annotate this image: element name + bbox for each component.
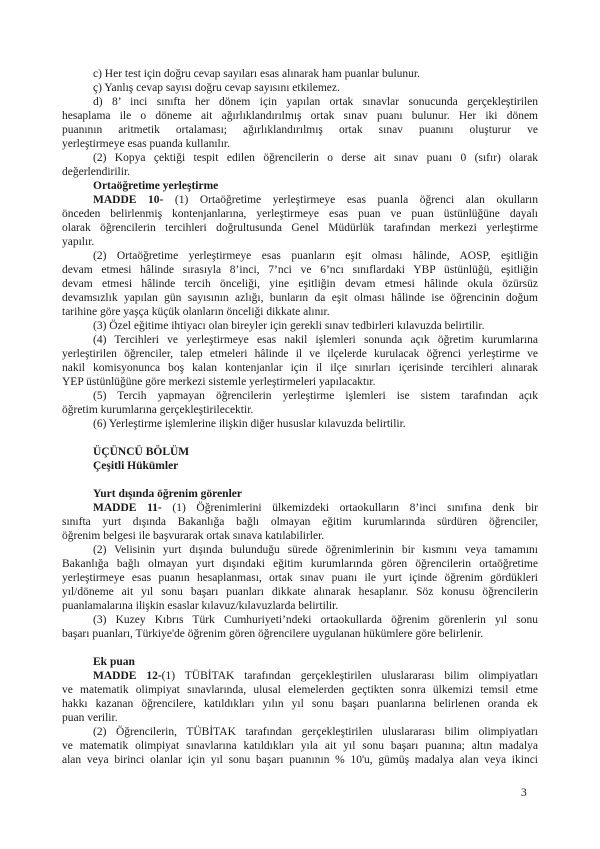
bold-text: Ek puan [93,656,135,668]
bold-text: Çeşitli Hükümler [93,460,179,472]
text-row: (6) Yerleştirme işlemlerine ilişkin diğer hususlar kılavuzda belirtilir. [93,418,406,430]
text-row: (2) Öğrencilerin, TÜBİTAK tarafından gerçekleştirilen uluslararası bilim olimpiyatları [93,726,538,738]
text-row: yapılır. [62,236,95,248]
text-row: (2) Ortaöğretime yerleştirmeye esas puanların eşit olması hâlinde, AOSP, eşitliğin [93,250,538,262]
text-row: yerleştirilen öğrenciler, talep etmeleri hâlinde il ve ilçelerde kurulacak öğrenci yerleştirme ve [62,348,538,360]
text-row: devam etmesi hâlinde sırasıyla 8’inci, 7’nci ve 6’ncı sınıflardaki YBP üstünlüğü, eşitliğin [62,264,538,276]
text-row: Bakanlığa bağlı olmayan yurt dışındaki eğitim kurumlarında gören öğrencilerin ortaöğretime [62,558,538,570]
text-row: tarihine göre yaşça küçük olanların önceliği dikkate alınır. [62,306,330,318]
text-row: (2) Kopya çektiği tespit edilen öğrencilerin o derse ait sınav puanı 0 (sıfır) olarak [93,152,538,164]
text-row: yerleştirmeye esas puanda kullanılır. [62,138,230,150]
text-row: olarak öğrencilerin tercihleri doğrultusunda Genel Müdürlük tarafından merkezi yerleştirme [62,222,538,234]
text-row: önceden belirlenmiş kontenjanlarına, yerleştirmeye esas puan ve puan üstünlüğüne dayalı [62,208,538,220]
text-row: öğrenim belgesi ile başvurarak ortak sınava katılabilirler. [62,530,325,542]
text-row: MADDE 11- (1) Öğrenimlerini ülkemizdeki ortaokulların 8’inci sınıfına denk bir [93,502,538,514]
text-row: puanının aritmetik ortalaması; ağırlıklandırılmış ortak sınav puanını oluşturur ve [62,124,538,136]
text-row: (2) Velisinin yurt dışında bulunduğu sürede öğrenimlerinin bir kısmını veya tamamını [93,544,538,556]
blank-row [62,641,538,655]
text-row: öğretim kurumlarına gerçekleştirilecektir. [62,404,254,416]
text-row: (3) Özel eğitime ihtiyacı olan bireyler için gerekli sınav tedbirleri kılavuzda belirtilir. [93,320,485,332]
blank-row [62,431,538,445]
document-body [62,67,538,767]
text-row: alan veya birinci olanlar için yıl sonu başarı puanının % 10'u, gümüş madalya alan veya ikinci [62,754,538,766]
text-row [62,655,538,669]
bold-text: MADDE 10- [93,194,175,206]
text-row: ve matematik olimpiyat sınavlarına katıldıkları yıla ait yıl sonu başarı puanına; altın madalya [62,740,538,752]
text-row: hesaplama ile o döneme ait ağırlıklandırılmış ortak sınav puanı bulunur. Her iki dönem [62,110,538,122]
text-row: d) 8’ inci sınıfta her dönem için yapılan ortak sınavlar sonucunda gerçekleştirilen [93,96,538,108]
text-row: sınıfta yurt dışında Bakanlığa bağlı olmayan eğitim kurumlarında sürdüren öğrenciler, [62,516,538,528]
page-number: 3 [521,787,527,799]
text-row [62,445,538,459]
text-row: hakkı kazanan öğrencilere, katıldıkları yılın yıl sonu başarı puanlarına belirlenen oranda ek [62,698,538,710]
text-row [62,179,538,193]
text-row: c) Her test için doğru cevap sayıları esas alınarak ham puanlar bulunur. [93,68,420,80]
bold-text: MADDE 11- [93,502,173,514]
text-row: yıl/döneme ait yıl sonu başarı puanları dikkate alınarak hesaplanır. Söz konusu öğrencilerin [62,586,538,598]
bold-text: ÜÇÜNCÜ BÖLÜM [93,446,190,458]
text-row: MADDE 12-(1) TÜBİTAK tarafından gerçekleştirilen uluslararası bilim olimpiyatları [93,670,538,682]
text-row: ç) Yanlış cevap sayısı doğru cevap sayısını etkilemez. [93,82,340,94]
text-row [62,459,538,473]
text-row [62,487,538,501]
text-row: puanlamalarına ilişkin esaslar kılavuz/kılavuzlarda belirtilir. [62,600,339,612]
text-row: nakil komisyonunca boş kalan kontenjanlar için il ilçe sınırları içerisinde tercihleri alınarak [62,362,538,374]
bold-text: Ortaöğretime yerleştirme [93,180,219,192]
text-row: (3) Kuzey Kıbrıs Türk Cumhuriyeti’ndeki ortaokullarda öğrenim görenlerin yıl sonu [93,614,538,626]
text-row: değerlendirilir. [62,166,131,178]
text-row: MADDE 10- (1) Ortaöğretime yerleştirmeye esas puanla öğrenci alan okulların [93,194,538,206]
blank-row [62,473,538,487]
text-row: puan verilir. [62,712,118,724]
bold-text: MADDE 12- [93,670,162,682]
text-row: (4) Tercihleri ve yerleştirmeye esas nakil işlemleri sonunda açık öğretim kurumlarına [93,334,538,346]
text-row: başarı puanları, Türkiye'de öğrenim gören öğrencilere uygulanan hükümlere göre belirlenir. [62,628,484,640]
bold-text: Yurt dışında öğrenim görenler [93,488,242,500]
text-row: devam etmesi hâlinde tercih önceliği, yine eşitliğin devam etmesi hâlinde okula özürsüz [62,278,538,290]
text-row: devamsızlık yapılan gün sayısının azlığı, bunların da eşit olması hâlinde ise öğrencinin doğum [62,292,538,304]
text-row: ve matematik olimpiyat sınavlarında, ulusal elemelerden geçtikten sonra ülkemizi temsil etme [62,684,538,696]
text-row: YEP üstünlüğüne göre merkezi sistemle yerleştirmeleri yapılacaktır. [62,376,376,388]
text-row: (5) Tercih yapmayan öğrencilerin yerleştirme işlemleri ise sistem tarafından açık [93,390,538,402]
text-row: yerleştirmeye esas puanın hesaplanması, ortak sınav puanı ile yurt içinde öğrenim gördükleri [62,572,538,584]
